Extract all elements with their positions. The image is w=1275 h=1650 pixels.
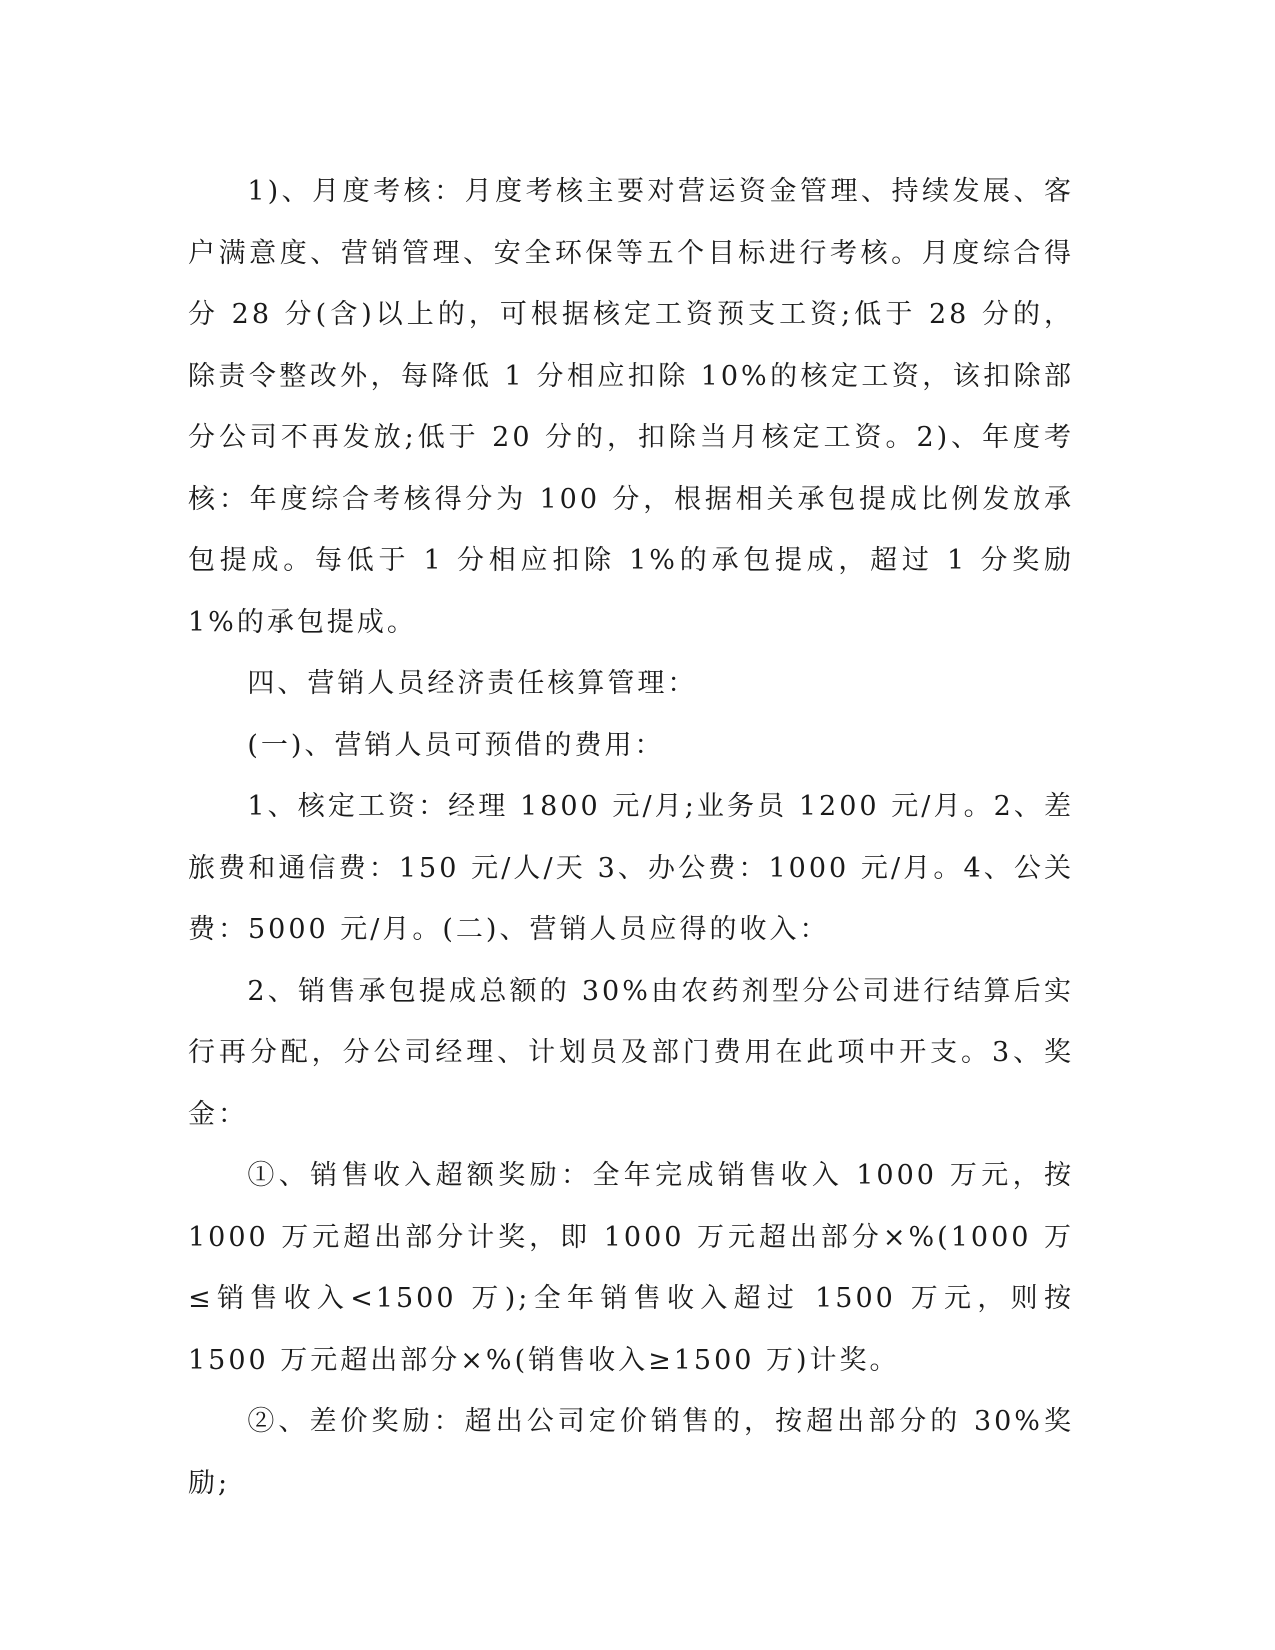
document-body: [188, 161, 1074, 1514]
paragraph-section-four-heading: 四、营销人员经济责任核算管理：: [247, 668, 698, 699]
paragraph-advance-expenses-heading: (一)、营销人员可预借的费用：: [247, 729, 665, 761]
paragraph-assessment: 1)、月度考核：月度考核主要对营运资金管理、持续发展、客户满意度、营销管理、安全环保等五个目标进行考核。月度综合得分 28 分(含)以上的，可根据核定工资预支工资;低于 28 分的，除责令整改外，每降低 1 分相应扣除 10%的核定工资，该扣除部分公司不再发放;低于 20 分的，扣除当月核定工资。2)、年度考核：年度综合考核得分为 100 分，根据相关承包提成比例发放承包提成。每低于 1 分相应扣除 1%的承包提成，超过 1 分奖励 1%的承包提成。: [188, 176, 1074, 638]
paragraph-commission: 2、销售承包提成总额的 30%由农药剂型分公司进行结算后实行再分配，分公司经理、计划员及部门费用在此项中开支。3、奖金：: [188, 975, 1074, 1130]
paragraph-sales-bonus: ①、销售收入超额奖励：全年完成销售收入 1000 万元，按 1000 万元超出部分计奖，即 1000 万元超出部分×%(1000 万≤销售收入<1500 万);全年销售收入超过 1500 万元，则按 1500 万元超出部分×%(销售收入≥1500 万)计奖。: [188, 1160, 1074, 1376]
paragraph-price-difference-bonus: ②、差价奖励：超出公司定价销售的，按超出部分的 30%奖励;: [188, 1406, 1074, 1499]
paragraph-salary-expenses: 1、核定工资：经理 1800 元/月;业务员 1200 元/月。2、差旅费和通信费：150 元/人/天 3、办公费：1000 元/月。4、公关费：5000 元/月。(二)、营销人员应得的收入：: [188, 791, 1074, 945]
